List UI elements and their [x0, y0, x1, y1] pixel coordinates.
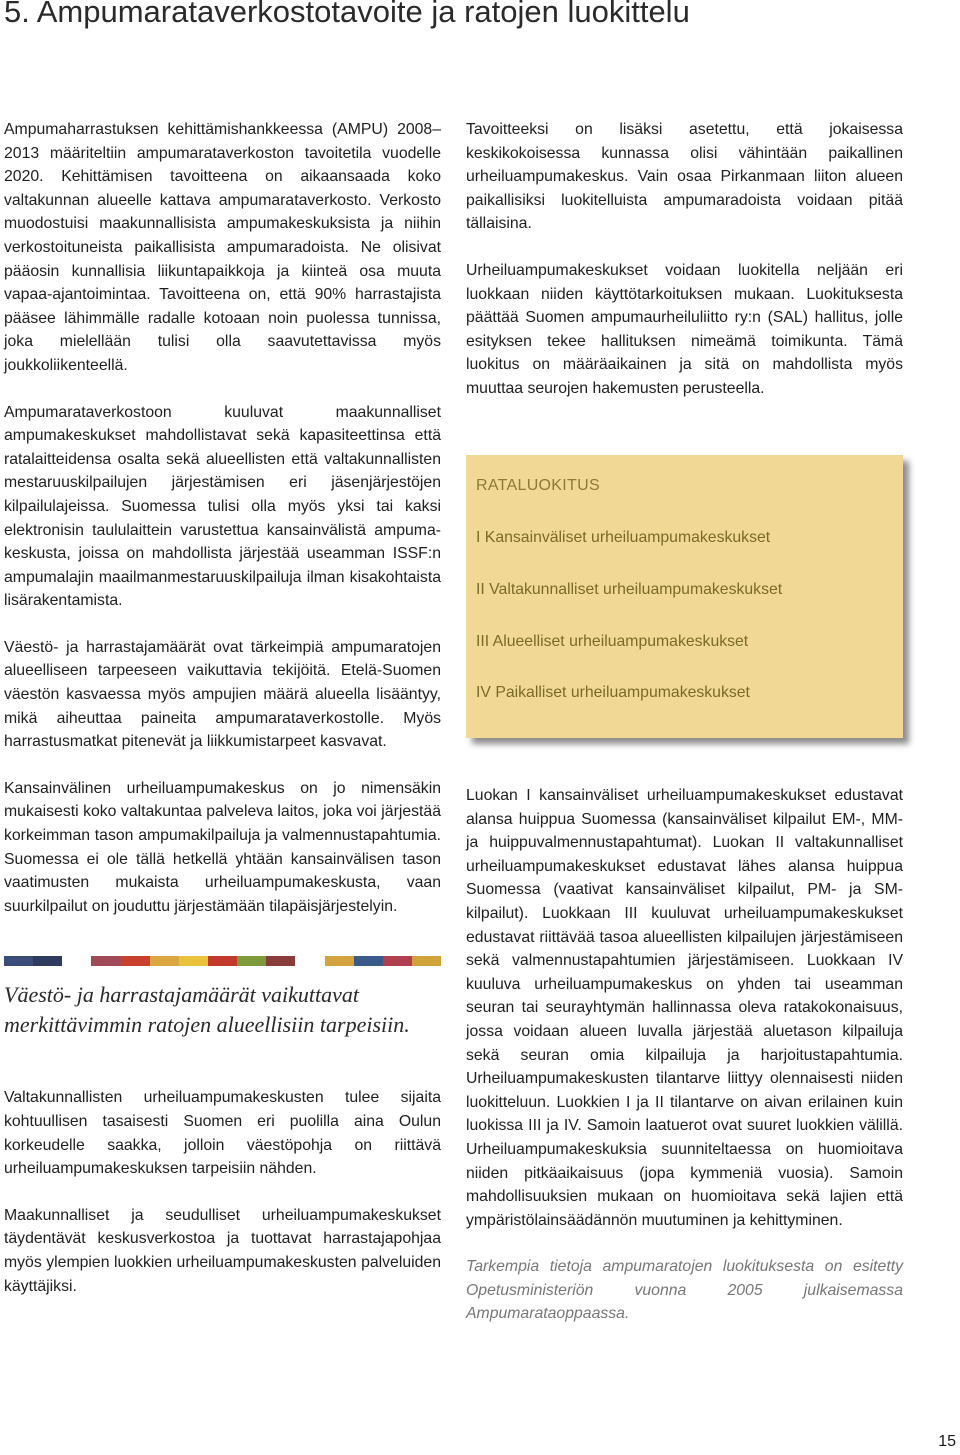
color-bar-segment — [150, 956, 179, 966]
classification-item: I Kansainväliset urheiluampumakeskukset — [476, 529, 771, 546]
paragraph: Väestö- ja harrastajamäärät ovat tärkeimpiä ampumaratojen alueelliseen tarpeeseen vaikuttavia tekijöitä. Etelä-Suomen väestön kasvaessa myös ampujien määrä alueella lisääntyy, mikä aiheuttaa paineita ampumarataverkostolle. Myös harrastusmatkat pitenevät ja liikkumistarpeet kasvavat. — [4, 638, 441, 751]
color-bar-segment — [383, 956, 412, 966]
classification-item: III Alueelliset urheiluampumakeskukset — [476, 633, 749, 650]
color-bar-segment — [266, 956, 295, 966]
paragraph: Luokan I kansainväliset urheiluampumakeskukset edustavat alansa huippua Suomessa (kansainväliset kilpailut EM-, MM- ja huippuvalmennustapahtumat). Luokan II valtakunnalliset urheiluampumakeskukset edustavat lähes alansa huippua Suomessa (vaativat kansainväliset kilpailut, PM- ja SM-kilpailut). Luokkaan III kuuluvat urheiluampumakeskukset edustavat riittävää tasoa alueellisten kilpailujen järjestämiseen sekä valmennustapahtumien järjestämiseen. Luokkaan IV kuuluva urheiluampumakeskus on yhden tai useamman seuran tai seurayhtymän hallinnassa oleva ratakokonaisuus, jossa voidaan alueen luvalla järjestää aluetason kilpailuja sekä seuran omia kilpailuja ja harjoitustapahtumia. Urheiluampumakeskusten tilantarve liittyy olennaisesti niiden luokitteluun. Luokkien I ja II tilantarve on aivan erilainen kuin luokissa III ja IV. Samoin laatuerot ovat suuret luokkien välillä. Urheiluampumakeskuksia suunniteltaessa on huomioitava niiden pitkäaikaisuus (jopa kymmeniä vuosia). Samoin mahdollisuuksien mukaan on huomioitava sekä lajien että ympäristölainsäädännön muutuminen ja kehittyminen. — [466, 787, 903, 1229]
paragraph: Valtakunnallisten urheiluampumakeskusten tulee sijaita kohtuullisen tasaisesti Suomen eri puolilla aina Oulun korkeudelle saakka, jolloin väestöpohja on riittävä urheiluampumakeskuksen tarpeisiin nähden. — [4, 1089, 441, 1178]
right-column — [466, 118, 903, 424]
paragraph: Kansainvälinen urheiluampumakeskus on jo nimensäkin mukaisesti koko valtakuntaa palveleva laitos, joka voi järjestää korkeimman tason ampumakilpailuja ja valmennustapahtumia. Suomessa ei ole tällä hetkellä yhtään kansainvälisen tason vaatimusten mukaista urheiluampumakeskusta, vaan suurkilpailut on jouduttu järjestämään tilapäisjärjestelyin. — [4, 779, 441, 915]
color-bar-segment — [62, 956, 91, 966]
right-column-lower — [466, 784, 903, 1326]
color-bar-segment — [354, 956, 383, 966]
pull-quote: Väestö- ja harrastajamäärät vaikuttavat merkittävimmin ratojen alueellisiin tarpeisiin. — [4, 982, 410, 1038]
classification-box-title: RATALUOKITUS — [476, 477, 600, 494]
color-bar-segment — [33, 956, 62, 966]
color-bar-segment — [295, 956, 324, 966]
color-bar-segment — [4, 956, 33, 966]
color-bar-segment — [325, 956, 354, 966]
decorative-color-bar — [4, 956, 441, 966]
color-bar-segment — [208, 956, 237, 966]
color-bar-segment — [121, 956, 150, 966]
section-heading: 5. Ampumarataverkostotavoite ja ratojen luokittelu — [4, 0, 690, 29]
color-bar-segment — [237, 956, 266, 966]
classification-item: IV Paikalliset urheiluampumakeskukset — [476, 684, 750, 701]
paragraph: Ampumarataverkostoon kuuluvat maakunnalliset ampumakeskukset mahdollistavat sekä kapasiteettinsa että ratalaitteidensa osalta sekä alueellisten että valtakunnallisten mestaruuskilpailujen järjestämisen eri jäsenjärjestöjen kilpailulajeissa. Suomessa tulisi olla myös yksi tai kaksi elektronisin taululaittein varustettua kansainvälistä ampuma-keskusta, joissa on mahdollista järjestää useamman ISSF:n ampumalajin maailmanmestaruuskilpailuja ilman kisakohtaista lisärakentamista. — [4, 403, 441, 610]
paragraph: Ampumaharrastuksen kehittämishankkeessa (AMPU) 2008–2013 määriteltiin ampumarataverkoston tavoitetila vuodelle 2020. Kehittämisen tavoitteena on aikaansaada koko valtakunnan alueelle kattava ampumarataverkosto. Verkosto muodostuisi maakunnallisista ampumakeskuksista ja niihin verkostoituneista paikallisista ampumaradoista. Ne olisivat pääosin kunnallisia liikuntapaikkoja ja kiinteä osa muuta vapaa-ajantoimintaa. Tavoitteena on, että 90% harrastajista pääsee lähimmälle radalle kotoaan noin puolessa tunnissa, joka mielellään tulisi olla saavutettavissa myös joukkoliikenteellä. — [4, 121, 441, 374]
color-bar-segment — [91, 956, 120, 966]
page-number: 15 — [938, 1433, 956, 1450]
reference-note: Tarkempia tietoja ampumaratojen luokituksesta on esitetty Opetusministeriön vuonna 2005 julkaisemassa Ampumarataoppaassa. — [466, 1258, 903, 1323]
paragraph: Tavoitteeksi on lisäksi asetettu, että jokaisessa keskikokoisessa kunnassa olisi vähintään paikallinen urheiluampumakeskus. Vain osaa Pirkanmaan liiton alueen paikallisiksi luokitelluista ampumaradoista voidaan pitää tällaisina. — [466, 121, 903, 233]
classification-box — [466, 455, 903, 738]
left-column — [4, 118, 441, 1321]
paragraph: Maakunnalliset ja seudulliset urheiluampumakeskukset täydentävät keskusverkostoa ja tuottavat harrastajapohjaa myös ylempien luokkien urheiluampumakeskusten palveluiden käyttäjiksi. — [4, 1206, 441, 1295]
classification-item: II Valtakunnalliset urheiluampumakeskukset — [476, 581, 783, 598]
color-bar-segment — [412, 956, 441, 966]
color-bar-segment — [179, 956, 208, 966]
paragraph: Urheiluampumakeskukset voidaan luokitella neljään eri luokkaan niiden käyttötarkoituksen mukaan. Luokituksesta päättää Suomen ampumaurheiluliitto ry:n (SAL) hallitus, jolle esityksen tekee hallituksen nimeämä toimikunta. Tämä luokitus on määräaikainen ja sitä on mahdollista myös muuttaa seurojen hakemusten perusteella. — [466, 261, 903, 397]
